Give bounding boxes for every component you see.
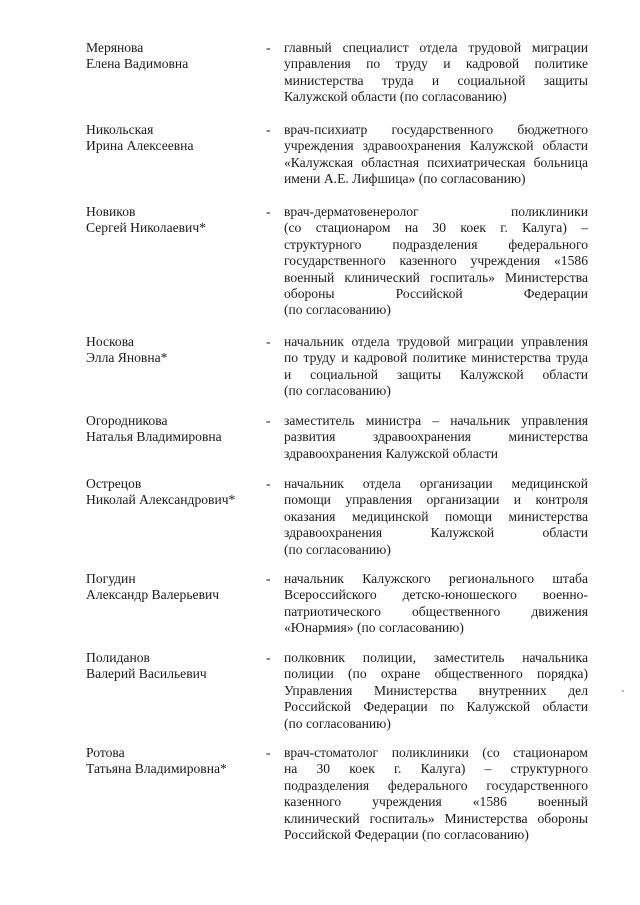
role-line: казенного учреждения «1586 военный (284, 794, 588, 810)
member-surname: Полиданов (86, 650, 150, 665)
member-role (284, 40, 588, 106)
member-dash: - (266, 334, 271, 349)
member-given-name: Валерий Васильевич (86, 666, 207, 682)
role-line: патриотического общественного движения (284, 603, 588, 619)
role-line: учреждения здравоохранения Калужской области (284, 138, 588, 154)
role-line: подразделения федерального государственного (284, 777, 588, 793)
role-line: Всероссийского детско-юношеского военно- (284, 587, 588, 603)
member-given-name: Элла Яновна* (86, 350, 168, 366)
role-line: полковник полиции, заместитель начальника (284, 650, 588, 665)
member-name (86, 413, 256, 446)
member-given-name: Николай Александрович* (86, 492, 236, 508)
role-line: начальник отдела трудовой миграции управления (284, 334, 588, 349)
member-name (86, 650, 256, 683)
member-given-name: Елена Вадимовна (86, 56, 189, 72)
member-surname: Огородникова (86, 413, 168, 428)
member-dash: - (266, 571, 271, 586)
role-line: здравоохранения Калужской области (284, 445, 499, 461)
role-line: полиции (по охране общественного порядка) (284, 666, 588, 682)
member-dash: - (266, 650, 271, 665)
member-surname: Новиков (86, 204, 136, 219)
member-role (284, 204, 588, 319)
member-dash: - (266, 745, 271, 760)
role-line: врач-стоматолог поликлиники (со стационаром (284, 745, 588, 760)
member-name (86, 40, 256, 73)
role-line: врач-дерматовенеролог поликлиники (284, 204, 588, 219)
role-line: клинический госпиталь» Министерства обороны (284, 810, 588, 826)
member-given-name: Александр Валерьевич (86, 587, 220, 603)
member-role (284, 413, 588, 462)
role-line: (по согласованию) (284, 383, 391, 399)
role-line: Управления Министерства внутренних дел (284, 682, 588, 698)
role-line: начальник отдела организации медицинской (284, 476, 588, 491)
role-line: развития здравоохранения министерства (284, 429, 588, 445)
member-dash: - (266, 122, 271, 137)
member-given-name: Ирина Алексеевна (86, 138, 194, 154)
role-line: структурного подразделения федерального (284, 236, 588, 252)
member-surname: Острецов (86, 476, 142, 491)
role-line: «Калужская областная психиатрическая больница (284, 154, 588, 170)
member-name (86, 204, 256, 237)
role-line: управления по труду и кадровой политике (284, 56, 588, 72)
member-role (284, 650, 588, 732)
member-role (284, 334, 588, 400)
member-surname: Носкова (86, 334, 134, 349)
role-line: (по согласованию) (284, 302, 391, 318)
role-line: начальник Калужского регионального штаба (284, 571, 588, 586)
member-dash: - (266, 476, 271, 491)
role-line: здравоохранения Калужской области (284, 525, 588, 541)
role-line: Российской Федерации по Калужской области (284, 699, 588, 715)
role-line: «Юнармия» (по согласованию) (284, 620, 464, 636)
role-line: государственного казенного учреждения «1586 (284, 253, 588, 269)
member-role (284, 476, 588, 558)
member-dash: - (266, 413, 271, 428)
role-line: и социальной защиты Калужской области (284, 366, 588, 382)
member-surname: Ротова (86, 745, 125, 760)
member-surname: Никольская (86, 122, 154, 137)
member-name (86, 571, 256, 604)
role-line: (по согласованию) (284, 715, 391, 731)
member-role (284, 745, 588, 843)
member-surname: Погудин (86, 571, 136, 586)
member-given-name: Татьяна Владимировна* (86, 761, 227, 777)
role-line: помощи управления организации и контроля (284, 492, 588, 508)
member-role (284, 122, 588, 188)
role-line: военный клинический госпиталь» Министерства (284, 269, 588, 285)
role-line: (со стационаром на 30 коек г. Калуга) – (284, 220, 588, 236)
member-name (86, 476, 256, 509)
role-line: министерства труда и социальной защиты (284, 72, 588, 88)
member-dash: - (266, 40, 271, 55)
role-line: на 30 коек г. Калуга) – структурного (284, 761, 588, 777)
role-line: Российской Федерации (по согласованию) (284, 826, 529, 842)
role-line: оказания медицинской помощи министерства (284, 508, 588, 524)
member-name (86, 745, 256, 778)
member-surname: Мерянова (86, 40, 144, 55)
member-given-name: Сергей Николаевич* (86, 220, 206, 236)
role-line: Калужской области (по согласованию) (284, 89, 507, 105)
role-line: врач-психиатр государственного бюджетного (284, 122, 588, 137)
role-line: обороны Российской Федерации (284, 285, 588, 301)
member-role (284, 571, 588, 637)
role-line: (по согласованию) (284, 541, 391, 557)
role-line: имени А.Е. Лифшица» (по согласованию) (284, 171, 526, 187)
member-name (86, 334, 256, 367)
scan-speck (622, 690, 624, 692)
role-line: по труду и кадровой политике министерства труда (284, 350, 588, 366)
member-dash: - (266, 204, 271, 219)
member-name (86, 122, 256, 155)
member-given-name: Наталья Владимировна (86, 429, 222, 445)
role-line: заместитель министра – начальник управления (284, 413, 588, 428)
role-line: главный специалист отдела трудовой миграции (284, 40, 588, 55)
